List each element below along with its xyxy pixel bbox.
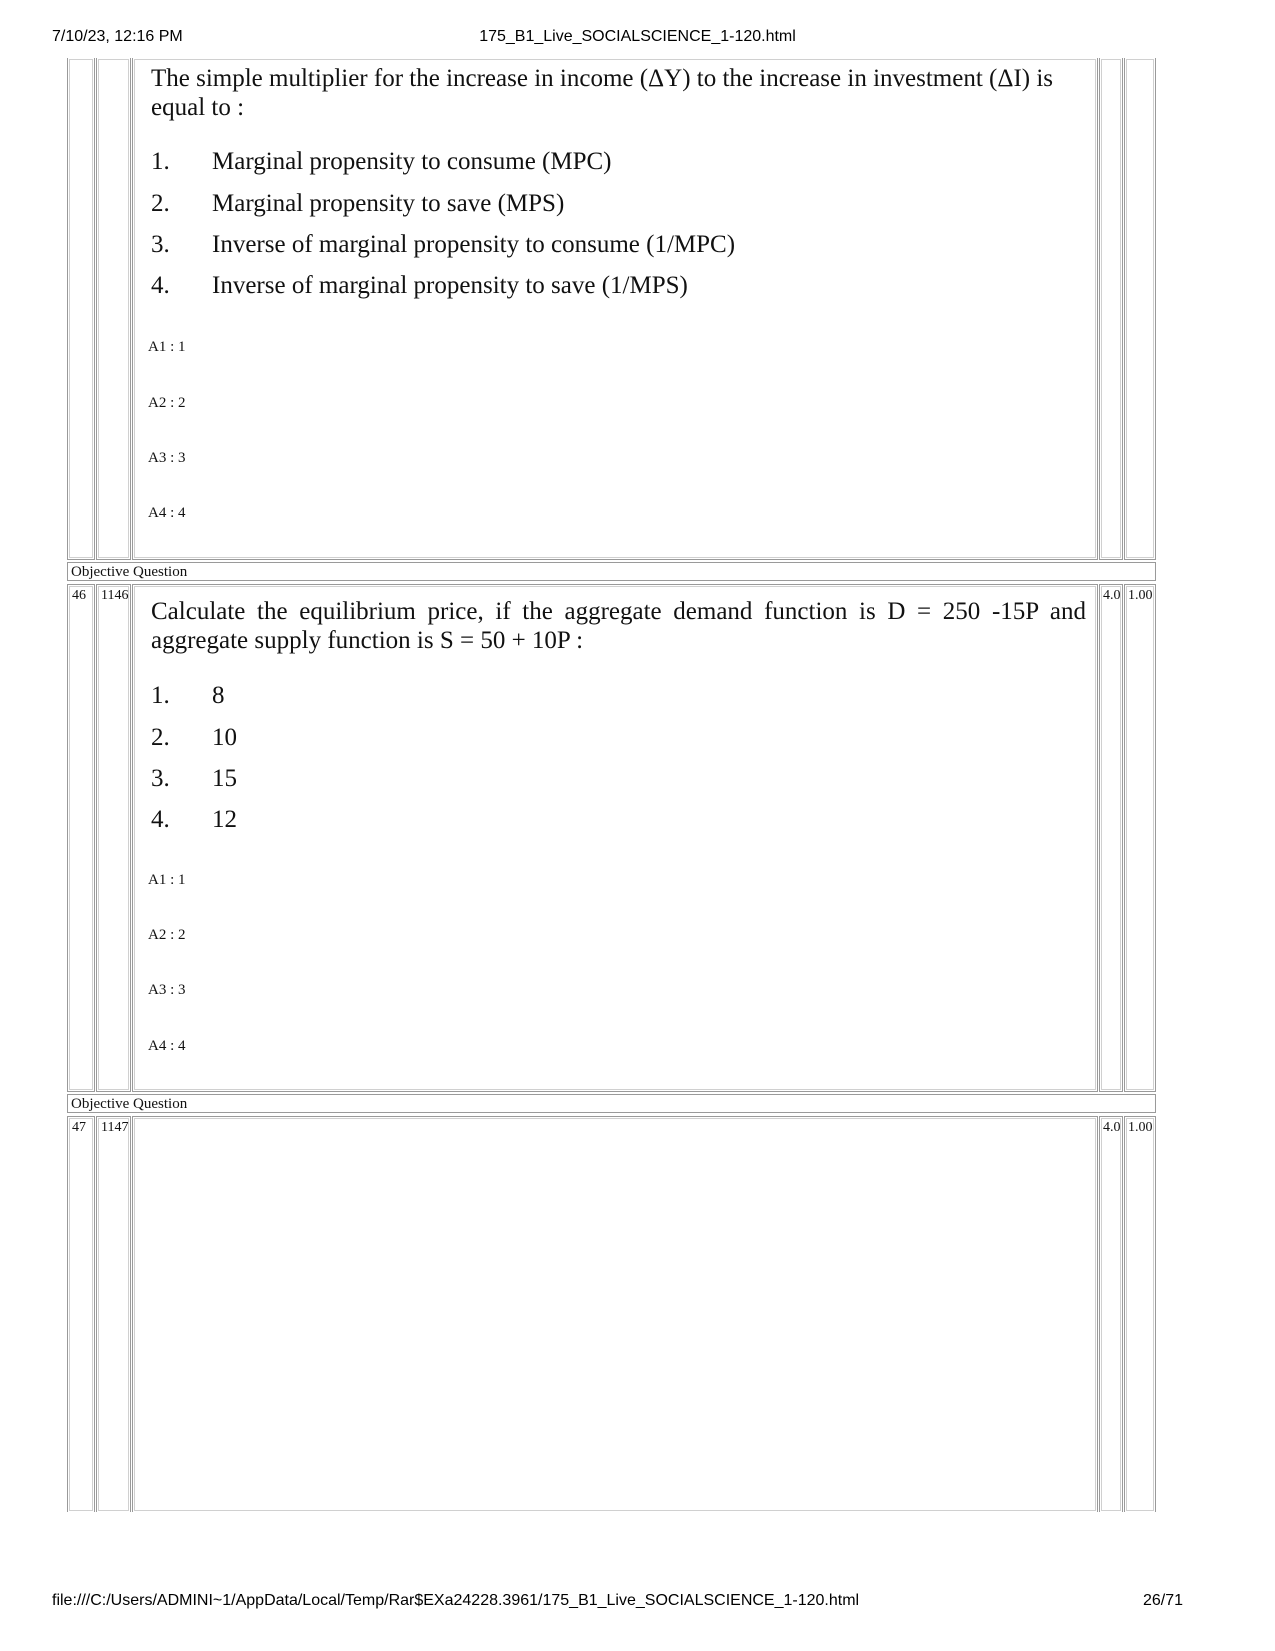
- answer-1: A1 : 1: [148, 872, 186, 888]
- option-number: 2.: [151, 724, 170, 751]
- question-text: The simple multiplier for the increase in income (ΔY) to the increase in investment (ΔI) is equal to :: [151, 65, 1054, 121]
- question-cell: [132, 1116, 1098, 1512]
- question-cell: [132, 584, 1098, 1092]
- qid-cell: [96, 584, 131, 1092]
- marks-value: 4.0: [1103, 1120, 1121, 1135]
- option-text: 10: [212, 724, 237, 751]
- question-type-label: Objective Question: [71, 1096, 188, 1112]
- negative-marks-value: 1.00: [1128, 588, 1153, 603]
- option-number: 4.: [151, 806, 170, 833]
- option-number: 2.: [151, 190, 170, 217]
- marks-cell: [1099, 58, 1123, 560]
- option-number: 3.: [151, 765, 170, 792]
- option-text: Inverse of marginal propensity to consume (1/MPC): [212, 231, 736, 258]
- page-number: 26/71: [1142, 1592, 1183, 1609]
- sno-cell: [67, 1116, 95, 1512]
- answer-2: A2 : 2: [148, 395, 186, 411]
- question-type-row: [67, 1094, 1156, 1113]
- option-2: [151, 190, 564, 218]
- option-3: [151, 765, 237, 793]
- option-number: 3.: [151, 231, 170, 258]
- qid-cell: [96, 1116, 131, 1512]
- option-text: Marginal propensity to consume (MPC): [212, 148, 612, 175]
- option-2: [151, 724, 237, 752]
- option-4: [151, 272, 688, 300]
- option-text: Inverse of marginal propensity to save (1/MPS): [212, 272, 688, 299]
- question-cell: [132, 58, 1098, 560]
- answer-4: A4 : 4: [148, 1038, 186, 1054]
- option-text: 15: [212, 765, 237, 792]
- question-text: Calculate the equilibrium price, if the aggregate demand function is D = 250 -15P and aggregate supply function is S = 50 + 10P :: [151, 598, 1086, 654]
- option-4: [151, 806, 237, 834]
- option-number: 4.: [151, 272, 170, 299]
- option-text: Marginal propensity to save (MPS): [212, 190, 565, 217]
- negative-marks-cell: [1124, 58, 1156, 560]
- question-type-label: Objective Question: [71, 564, 188, 580]
- marks-cell: [1099, 1116, 1123, 1512]
- marks-value: 4.0: [1103, 588, 1121, 603]
- answer-1: A1 : 1: [148, 339, 186, 355]
- question-type-row: [67, 562, 1156, 581]
- question-serial-number: 46: [72, 588, 86, 603]
- option-number: 1.: [151, 682, 170, 709]
- document-title: 175_B1_Live_SOCIALSCIENCE_1-120.html: [479, 28, 796, 45]
- option-text: 12: [212, 806, 237, 833]
- negative-marks-cell: [1124, 1116, 1156, 1512]
- answer-2: A2 : 2: [148, 927, 186, 943]
- marks-cell: [1099, 584, 1123, 1092]
- answer-3: A3 : 3: [148, 450, 186, 466]
- option-1: [151, 682, 225, 710]
- answer-4: A4 : 4: [148, 505, 186, 521]
- qid-cell: [96, 58, 131, 560]
- print-date: 7/10/23, 12:16 PM: [52, 28, 183, 45]
- answer-3: A3 : 3: [148, 982, 186, 998]
- option-text: 8: [212, 682, 225, 709]
- file-path: file:///C:/Users/ADMINI~1/AppData/Local/Temp/Rar$EXa24228.3961/175_B1_Live_SOCIALSCIENCE_1-120.html: [52, 1592, 860, 1609]
- option-3: [151, 231, 735, 259]
- sno-cell: [67, 584, 95, 1092]
- sno-cell: [67, 58, 95, 560]
- option-1: [151, 148, 612, 176]
- negative-marks-value: 1.00: [1128, 1120, 1153, 1135]
- question-serial-number: 47: [72, 1120, 86, 1135]
- question-id: 1147: [101, 1120, 129, 1135]
- negative-marks-cell: [1124, 584, 1156, 1092]
- option-number: 1.: [151, 148, 170, 175]
- question-id: 1146: [101, 588, 129, 603]
